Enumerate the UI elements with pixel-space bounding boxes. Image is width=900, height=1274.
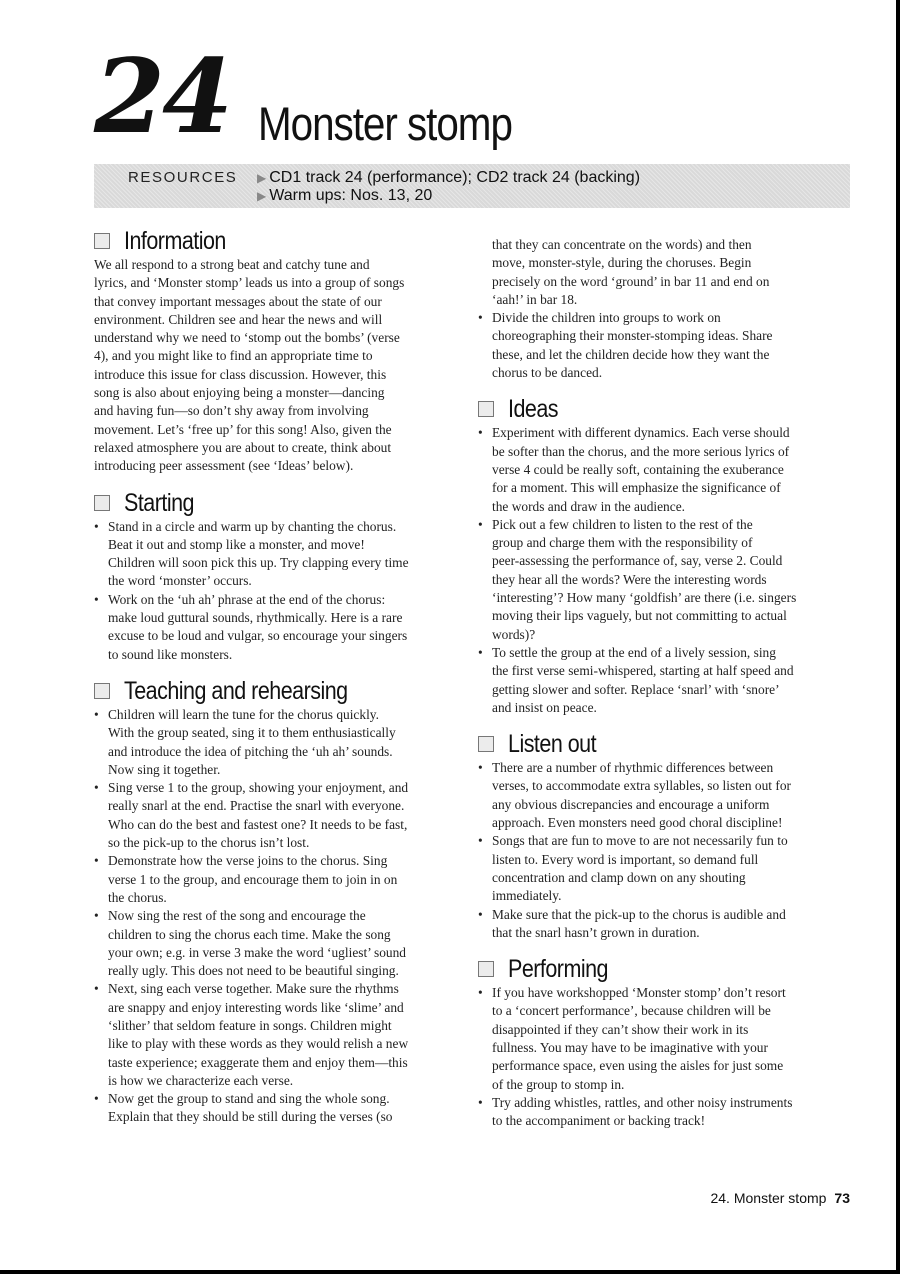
- section-heading: [478, 394, 850, 424]
- paragraph-line: movement. Let’s ‘free up’ for this song! Also, given the: [94, 421, 392, 437]
- bullet-line: • Experiment with different dynamics. Each verse should: [492, 425, 790, 441]
- bullet-line: group and charge them with the responsibility of: [492, 535, 753, 551]
- bullet-line: move, monster-style, during the choruses. Begin: [492, 255, 752, 271]
- checkbox-square-icon: [478, 401, 494, 417]
- bullet-item: [478, 309, 850, 382]
- bullet-line: excuse to be loud and vulgar, so encourage your singers: [108, 628, 408, 644]
- bullet-line: any obvious discrepancies and encourage a uniform: [492, 796, 770, 812]
- bullet-line: concentration and clamp down on any shouting: [492, 869, 746, 885]
- bullet-list: [478, 984, 850, 1130]
- bullet-line: and introduce the idea of pitching the ‘uh ah’ sounds.: [108, 743, 393, 759]
- bullet-item: [478, 906, 850, 943]
- bullet-line: Children will soon pick this up. Try clapping every time: [108, 555, 409, 571]
- bullet-line: that the snarl hasn’t grown in duration.: [492, 924, 700, 940]
- bullet-line: • Work on the ‘uh ah’ phrase at the end of the chorus:: [108, 591, 386, 607]
- bullet-item: [94, 852, 462, 907]
- bullet-line: • Sing verse 1 to the group, showing your enjoyment, and: [108, 780, 409, 796]
- section-heading-text: Information: [124, 227, 226, 255]
- bullet-list: [94, 518, 462, 664]
- bullet-item: [478, 759, 850, 832]
- bullet-line: Who can do the best and fastest one? It needs to be fast,: [108, 816, 408, 832]
- bullet-line: ‘aah!’ in bar 18.: [492, 291, 578, 307]
- bullet-item: [478, 644, 850, 717]
- bullet-line: ‘slither’ that seldom feature in songs. Children might: [108, 1017, 392, 1033]
- bullet-line: ‘interesting’? How many ‘goldfish’ are there (i.e. singers: [492, 590, 797, 606]
- bullet-line: to sound like monsters.: [108, 646, 233, 662]
- section-heading-text: Ideas: [508, 395, 559, 424]
- triangle-right-icon: ▶: [257, 171, 267, 185]
- bullet-line: the word ‘monster’ occurs.: [108, 573, 252, 589]
- bullet-line: • Divide the children into groups to work on: [492, 310, 721, 326]
- bullet-line: of the group to stomp in.: [492, 1076, 625, 1092]
- bullet-line: chorus to be danced.: [492, 365, 603, 381]
- bullet-line: your own; e.g. in verse 3 make the word ‘ugliest’ sound: [108, 944, 406, 960]
- section-starting: [94, 488, 462, 664]
- section-heading: [94, 676, 462, 706]
- bullet-line: • Children will learn the tune for the chorus quickly.: [108, 706, 379, 722]
- bullet-item: [94, 706, 462, 779]
- teaching-continuation: [478, 236, 850, 382]
- bullet-line: • Demonstrate how the verse joins to the chorus. Sing: [108, 853, 388, 869]
- bullet-line: verse 1 to the group, and encourage them to join in on: [108, 871, 398, 887]
- left-column: [94, 226, 462, 1127]
- bullet-line: for a moment. This will emphasize the significance of: [492, 480, 781, 496]
- section-heading: [94, 226, 462, 256]
- paragraph-line: introduce this issue for class discussion. However, this: [94, 366, 387, 382]
- section-information: [94, 226, 462, 476]
- bullet-line: fullness. You may have to be imaginative with your: [492, 1039, 768, 1055]
- resource-item-text: Warm ups: Nos. 13, 20: [269, 187, 433, 204]
- section-heading-text: Performing: [508, 955, 609, 984]
- bullet-item: [478, 424, 850, 515]
- paragraph-line: that convey important messages about the state of our: [94, 293, 382, 309]
- bullet-line: verse 4 could be really soft, containing the exuberance: [492, 461, 784, 477]
- bullet-list: [478, 424, 850, 717]
- bullet-item: [94, 907, 462, 980]
- bullet-item: [94, 779, 462, 852]
- resources-box: [94, 164, 850, 208]
- paragraph-line: We all respond to a strong beat and catchy tune and: [94, 257, 370, 272]
- section-heading: [94, 488, 462, 518]
- bullet-line: listen to. Every word is important, so demand full: [492, 851, 759, 867]
- bullet-line: be softer than the chorus, and the more serious lyrics of: [492, 443, 790, 459]
- bullet-line: Beat it out and stomp like a monster, and move!: [108, 536, 365, 552]
- paragraph-line: and having fun—so don’t shy away from involving: [94, 403, 369, 419]
- bullet-line: • Now get the group to stand and sing the whole song.: [108, 1091, 390, 1107]
- bullet-line: • If you have workshopped ‘Monster stomp’ don’t resort: [492, 985, 786, 1001]
- paragraph-line: 4), and you might like to find an appropriate time to: [94, 348, 373, 364]
- bullet-line: moving their lips vaguely, but not committing to actual: [492, 608, 787, 624]
- bullet-line: are snappy and enjoy interesting words like ‘slime’ and: [108, 999, 404, 1015]
- checkbox-square-icon: [94, 495, 110, 511]
- bullet-line: immediately.: [492, 888, 562, 904]
- bullet-line: really snarl at the end. Practise the snarl with everyone.: [108, 798, 405, 814]
- bullet-line: the first verse semi-whispered, starting at half speed and: [492, 663, 794, 679]
- bullet-item: [94, 980, 462, 1090]
- paragraph-line: introducing peer assessment (see ‘Ideas’ below).: [94, 458, 354, 474]
- bullet-item: [94, 518, 462, 591]
- bullet-item: [478, 516, 850, 644]
- triangle-right-icon: ▶: [257, 189, 267, 203]
- running-title: 24. Monster stomp: [710, 1190, 827, 1206]
- bullet-line: verses, to accommodate extra syllables, so listen out for: [492, 778, 791, 794]
- bullet-line: to a ‘concert performance’, because children will be: [492, 1003, 771, 1019]
- bullet-line: is how we characterize each verse.: [108, 1072, 294, 1088]
- bullet-line: • Stand in a circle and warm up by chanting the chorus.: [108, 518, 397, 534]
- bullet-item: [478, 984, 850, 1094]
- section-ideas: [478, 394, 850, 717]
- bullet-item: [94, 591, 462, 664]
- bullet-line: and insist on peace.: [492, 699, 597, 715]
- bullet-line: that they can concentrate on the words) and then: [492, 237, 752, 252]
- section-heading-text: Teaching and rehearsing: [124, 676, 348, 705]
- bullet-line: the words and draw in the audience.: [492, 498, 685, 514]
- paragraph-line: relaxed atmosphere you are about to create, think about: [94, 439, 392, 455]
- chapter-title: Monster stomp: [258, 97, 512, 150]
- bullet-line: children to sing the chorus each time. Make the song: [108, 926, 391, 942]
- checkbox-square-icon: [478, 961, 494, 977]
- bullet-line: • Now sing the rest of the song and encourage the: [108, 908, 366, 924]
- bullet-line: precisely on the word ‘ground’ in bar 11 and end on: [492, 273, 770, 289]
- bullet-line: the chorus.: [108, 889, 167, 905]
- bullet-line: Explain that they should be still during the verses (so: [108, 1109, 393, 1125]
- bullet-line: these, and let the children decide how they want the: [492, 346, 770, 362]
- bullet-line: Now sing it together.: [108, 761, 221, 777]
- bullet-line: they hear all the words? Were the interesting words: [492, 571, 767, 587]
- resource-item: [257, 169, 640, 187]
- paragraph-line: song is also about enjoying being a monster—dancing: [94, 385, 385, 401]
- section-listen-out: [478, 729, 850, 942]
- bullet-line: performance space, even using the aisles for just some: [492, 1058, 784, 1074]
- checkbox-square-icon: [94, 233, 110, 249]
- bullet-line: • There are a number of rhythmic differences between: [492, 760, 774, 776]
- bullet-list: [478, 759, 850, 942]
- paragraph-line: environment. Children see and hear the news and will: [94, 311, 383, 327]
- section-heading: [478, 954, 850, 984]
- resource-item: [257, 187, 432, 205]
- right-column: [478, 236, 850, 1130]
- bullet-line: to the accompaniment or backing track!: [492, 1113, 706, 1129]
- section-performing: [478, 954, 850, 1130]
- bullet-line: • Songs that are fun to move to are not necessarily fun to: [492, 833, 788, 849]
- resources-label: RESOURCES: [128, 169, 238, 186]
- bullet-line: With the group seated, sing it to them enthusiastically: [108, 725, 396, 741]
- bullet-continuation: [478, 236, 850, 309]
- bullet-line: really ugly. This does not need to be beautiful singing.: [108, 963, 399, 979]
- bullet-line: • Make sure that the pick-up to the chorus is audible and: [492, 906, 786, 922]
- paragraph-line: lyrics, and ‘Monster stomp’ leads us into a group of songs: [94, 275, 405, 291]
- bullet-line: taste experience; exaggerate them and enjoy them—this: [108, 1054, 408, 1070]
- bullet-list: [478, 309, 850, 382]
- section-heading-text: Starting: [124, 488, 194, 517]
- bullet-item: [478, 832, 850, 905]
- bullet-item: [478, 1094, 850, 1131]
- section-heading-text: Listen out: [508, 730, 597, 759]
- bullet-line: getting slower and softer. Replace ‘snarl’ with ‘snore’: [492, 681, 780, 697]
- page-number: 73: [834, 1190, 850, 1206]
- resource-item-text: CD1 track 24 (performance); CD2 track 24 (backing): [269, 169, 641, 186]
- bullet-line: words)?: [492, 626, 536, 642]
- bullet-list: [94, 706, 462, 1127]
- bullet-line: • Try adding whistles, rattles, and other noisy instruments: [492, 1094, 793, 1110]
- bullet-line: • Next, sing each verse together. Make sure the rhythms: [108, 981, 399, 997]
- bullet-item: [94, 1090, 462, 1127]
- bullet-line: make loud guttural sounds, rhythmically. Here is a rare: [108, 610, 403, 626]
- section-teaching: [94, 676, 462, 1127]
- bullet-line: • To settle the group at the end of a lively session, sing: [492, 644, 776, 660]
- bullet-line: like to play with these words as they would relish a new: [108, 1036, 409, 1052]
- bullet-line: disappointed if they can’t show their work in its: [492, 1021, 749, 1037]
- checkbox-square-icon: [478, 736, 494, 752]
- bullet-line: • Pick out a few children to listen to the rest of the: [492, 516, 753, 532]
- section-heading: [478, 729, 850, 759]
- bullet-line: peer-assessing the performance of, say, verse 2. Could: [492, 553, 783, 569]
- bullet-line: approach. Even monsters need good choral discipline!: [492, 815, 783, 831]
- bullet-line: so the pick-up to the chorus isn’t lost.: [108, 835, 310, 851]
- paragraph-line: understand why we need to ‘stomp out the bombs’ (verse: [94, 330, 400, 346]
- chapter-number: 24: [94, 37, 230, 157]
- bullet-line: choreographing their monster-stomping ideas. Share: [492, 328, 773, 344]
- checkbox-square-icon: [94, 683, 110, 699]
- page-footer: [702, 1190, 850, 1206]
